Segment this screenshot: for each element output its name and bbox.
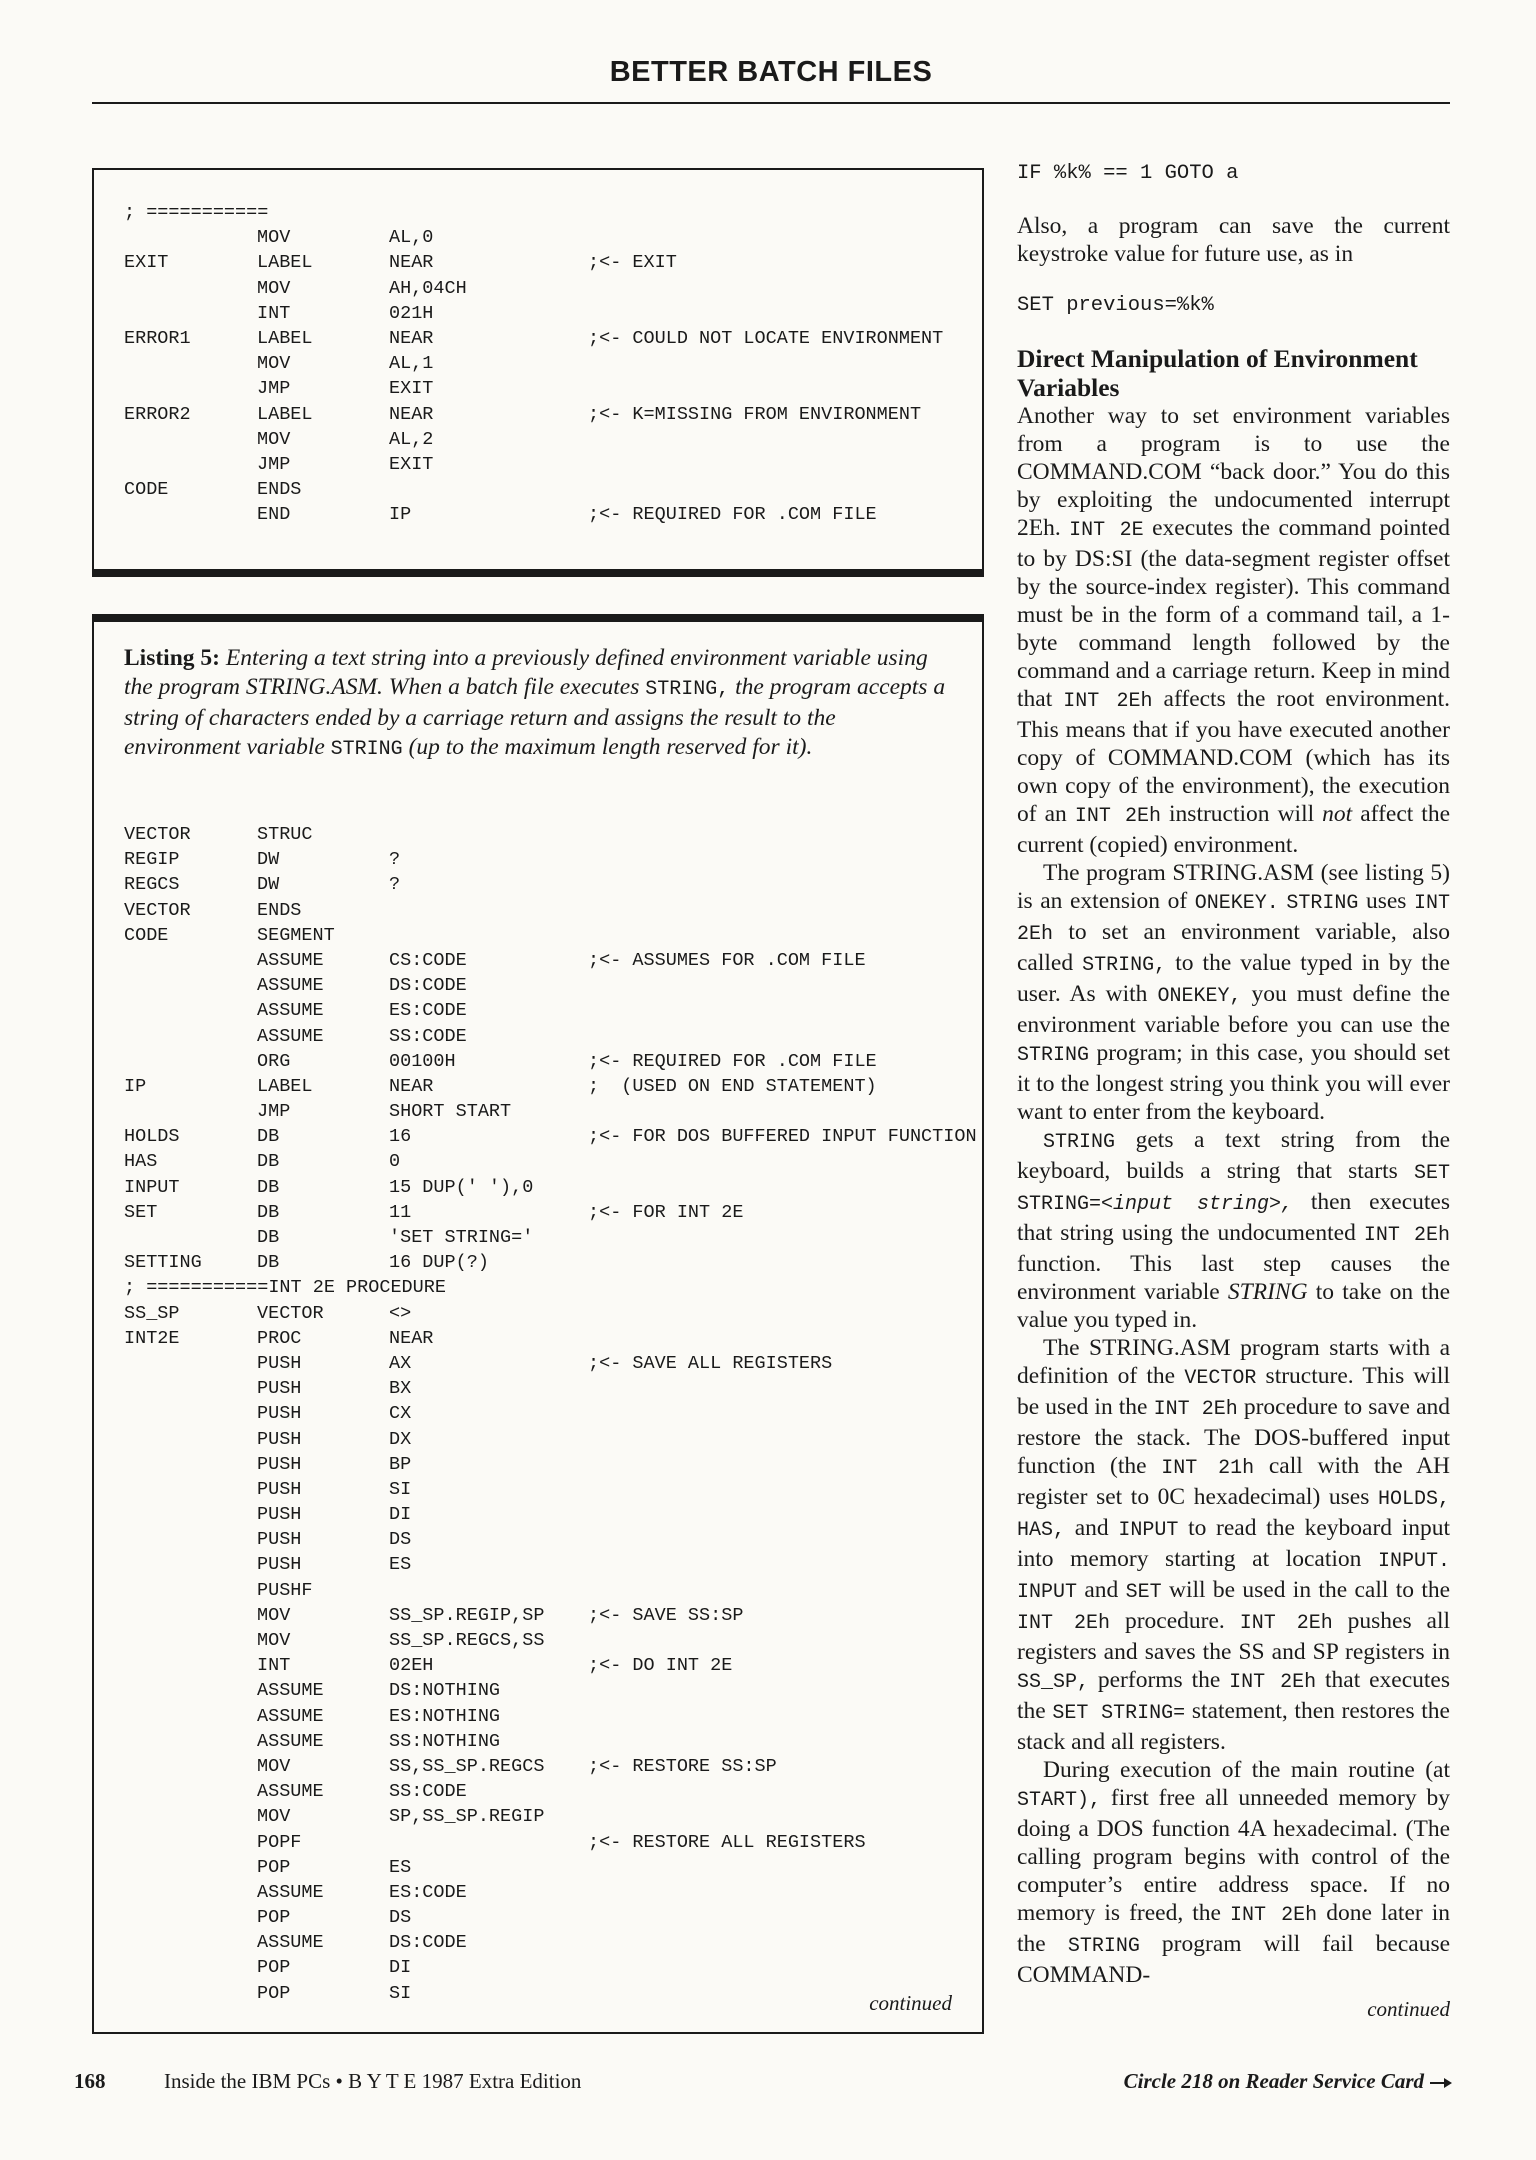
code-opcode: PUSH (257, 1453, 302, 1475)
code-operand: SHORT START (389, 1101, 512, 1123)
code-operand: 'SET STRING=' (389, 1227, 534, 1248)
page-header: BETTER BATCH FILES (609, 56, 933, 88)
paragraph: The program STRING.ASM (see listing 5) is an extension of ONEKEY. STRING uses INT 2Eh to set an environment variable, also called STRING, to the value typed in by the user. As with ONEKEY, you must define the environment variable before you can use the STRING program; in this case, you should set it to the longest string you think you will ever want to enter from the keyboard. (1017, 860, 1451, 1125)
code-label: INPUT (124, 1176, 180, 1198)
code-operand: CX (389, 1403, 412, 1425)
paragraph: Another way to set environment variables from a program is to use the COMMAND.COM “back door.” You do this by exploiting the undocumented interrupt 2Eh. INT 2E executes the command pointed to by DS:SI (the data-segment register offset by the source-index register). This command must be in the form of a command tail, a 1-byte command length followed by the command and a carriage return. Keep in mind that INT 2Eh affects the root environment. This means that if you have executed another copy of COMMAND.COM (which has its own copy of the environment), the execution of an INT 2Eh instruction will not affect the current (copied) environment. (1017, 403, 1451, 858)
code-opcode: DB (257, 1126, 280, 1148)
code-opcode: INT (257, 302, 291, 324)
code-opcode: ASSUME (257, 1025, 324, 1047)
code-operand: ? (389, 874, 401, 896)
code-operand: DS:CODE (389, 1932, 467, 1954)
code-comment: ;<- ASSUMES FOR .COM FILE (588, 949, 866, 971)
code-opcode: MOV (257, 353, 291, 375)
paragraph: The STRING.ASM program starts with a definition of the VECTOR structure. This will be used in the INT 2Eh procedure to save and restore the stack. The DOS-buffered input function (the INT 21h call with the AH register set to 0C hexadecimal) uses HOLDS, HAS, and INPUT to read the keyboard input into memory starting at location INPUT. INPUT and SET will be used in the call to the INT 2Eh procedure. INT 2Eh pushes all registers and saves the SS and SP registers in SS_SP, performs the INT 2Eh that executes the SET STRING= statement, then restores the stack and all registers. (1017, 1335, 1451, 1755)
code-opcode: ASSUME (257, 1730, 324, 1752)
code-opcode: DW (257, 849, 280, 871)
code-operand: DI (389, 1957, 412, 1979)
code-label: HOLDS (124, 1126, 180, 1148)
code-opcode: LABEL (257, 403, 313, 425)
code-operand: 0 (389, 1151, 401, 1173)
header-rule (92, 102, 1450, 104)
code-operand: DS:CODE (389, 975, 467, 997)
code-opcode: MOV (257, 1806, 291, 1828)
code-comment: ;<- COULD NOT LOCATE ENVIRONMENT (588, 327, 944, 349)
code-opcode: PUSH (257, 1352, 302, 1374)
code-comment: ;<- SAVE SS:SP (588, 1604, 744, 1626)
code-opcode: DB (257, 1252, 280, 1274)
code-operand: ES (389, 1554, 412, 1576)
code-label: IP (124, 1075, 147, 1097)
code-opcode: MOV (257, 1755, 291, 1777)
listing-5-caption (124, 644, 954, 764)
code-opcode: INT (257, 1655, 291, 1677)
code-opcode: MOV (257, 1604, 291, 1626)
code-label: HAS (124, 1151, 158, 1173)
code-operand: IP (389, 504, 412, 526)
code-comment: ;<- EXIT (588, 252, 677, 274)
continued-label: continued (1367, 1997, 1450, 2021)
code-label: SS_SP (124, 1302, 180, 1324)
code-opcode: PUSH (257, 1554, 302, 1576)
code-label: ERROR1 (124, 327, 191, 349)
code-example: IF %k% == 1 GOTO a (1017, 162, 1239, 185)
code-operand: AL,1 (389, 353, 434, 375)
code-operand: ES (389, 1856, 412, 1878)
code-operand: NEAR (389, 1075, 434, 1097)
code-operand: 11 (389, 1201, 412, 1223)
code-operand: EXIT (389, 453, 434, 475)
code-operand: CS:CODE (389, 949, 467, 971)
code-label: INT2E (124, 1327, 180, 1349)
code-operand: DS (389, 1907, 412, 1929)
code-operand: 021H (389, 302, 434, 324)
code-label: CODE (124, 479, 169, 501)
code-operand: DS (389, 1529, 412, 1551)
code-opcode: ASSUME (257, 1680, 324, 1702)
continued-label: continued (869, 1991, 952, 2015)
code-opcode: SEGMENT (257, 924, 335, 946)
code-operand: SS:CODE (389, 1025, 467, 1047)
code-opcode: POP (257, 1982, 291, 2004)
code-opcode: ENDS (257, 899, 302, 921)
code-operand: AL,0 (389, 227, 434, 249)
caption-text: Entering a text string into a previously defined environment variable using the program STRING.ASM. When a batch file executes (124, 645, 928, 700)
caption-text: the program accepts a string of characters ended by a carriage return and assigns the result to the environment variable (124, 674, 946, 760)
code-operand: DS:NOTHING (389, 1680, 501, 1702)
code-opcode: ORG (257, 1050, 291, 1072)
code-opcode: PUSH (257, 1378, 302, 1400)
code-operand: ES:CODE (389, 1881, 467, 1903)
code-opcode: LABEL (257, 252, 313, 274)
code-label: SET (124, 1201, 158, 1223)
code-operand: 15 DUP(' '),0 (389, 1176, 534, 1198)
code-opcode: ASSUME (257, 1781, 324, 1803)
code-comment: ; (USED ON END STATEMENT) (588, 1075, 877, 1097)
code-operand: 00100H (389, 1050, 456, 1072)
code-opcode: PUSH (257, 1428, 302, 1450)
code-opcode: ASSUME (257, 1932, 324, 1954)
caption-code: STRING, (645, 678, 730, 701)
code-opcode: DW (257, 874, 280, 896)
code-operand: NEAR (389, 403, 434, 425)
code-operand: EXIT (389, 378, 434, 400)
code-operand: 02EH (389, 1655, 434, 1677)
code-comment: ;<- DO INT 2E (588, 1655, 733, 1677)
code-opcode: PUSH (257, 1504, 302, 1526)
code-opcode: DB (257, 1201, 280, 1223)
code-operand: SS_SP.REGIP,SP (389, 1604, 545, 1626)
code-operand: SI (389, 1982, 412, 2004)
code-label: REGCS (124, 874, 180, 896)
code-operand: NEAR (389, 327, 434, 349)
listing-5-box (92, 614, 984, 2034)
code-opcode: DB (257, 1176, 280, 1198)
code-opcode: POP (257, 1957, 291, 1979)
code-opcode: PROC (257, 1327, 302, 1349)
code-label: REGIP (124, 849, 180, 871)
code-opcode: JMP (257, 453, 291, 475)
code-label: CODE (124, 924, 169, 946)
code-opcode: POPF (257, 1831, 302, 1853)
code-opcode: JMP (257, 1101, 291, 1123)
code-operand: AL,2 (389, 428, 434, 450)
code-comment: ;<- REQUIRED FOR .COM FILE (588, 1050, 877, 1072)
code-operand: 16 (389, 1126, 412, 1148)
code-opcode: MOV (257, 227, 291, 249)
code-operand: ES:NOTHING (389, 1705, 501, 1727)
code-opcode: DB (257, 1151, 280, 1173)
code-comment: ;<- RESTORE ALL REGISTERS (588, 1831, 866, 1853)
code-comment: ;<- FOR INT 2E (588, 1201, 744, 1223)
code-comment: ;<- K=MISSING FROM ENVIRONMENT (588, 403, 922, 425)
code-opcode: ASSUME (257, 975, 324, 997)
code-operand: DI (389, 1504, 412, 1526)
code-opcode: ENDS (257, 479, 302, 501)
code-opcode: MOV (257, 428, 291, 450)
code-operand: SP,SS_SP.REGIP (389, 1806, 545, 1828)
code-example: SET previous=%k% (1017, 294, 1214, 317)
code-opcode: MOV (257, 1630, 291, 1651)
paragraph: Also, a program can save the current keystroke value for future use, as in (1017, 213, 1450, 267)
listing-continuation-box (92, 168, 984, 577)
code-operand: AX (389, 1352, 412, 1374)
code-opcode: LABEL (257, 327, 313, 349)
code-label: VECTOR (124, 824, 191, 845)
code-operand: SS,SS_SP.REGCS (389, 1755, 545, 1777)
code-opcode: STRUC (257, 824, 313, 845)
reader-service-note: Circle 218 on Reader Service Card (1124, 2069, 1450, 2094)
code-opcode: ASSUME (257, 1705, 324, 1727)
code-label: ; =========== (124, 202, 269, 223)
code-operand: 16 DUP(?) (389, 1252, 489, 1274)
code-operand: ? (389, 849, 401, 871)
code-operand: <> (389, 1302, 412, 1324)
caption-text: (up to the maximum length reserved for it). (408, 734, 813, 760)
publication-info: Inside the IBM PCs • B Y T E 1987 Extra Edition (164, 2069, 582, 2093)
page-number: 168 (74, 2069, 106, 2093)
code-opcode: MOV (257, 277, 291, 299)
paragraph: During execution of the main routine (at START), first free all unneeded memory by doing a DOS function 4A hexadecimal. (The calling program begins with control of the computer’s entire address space. If no memory is freed, the INT 2Eh done later in the STRING program will fail because COMMAND- (1017, 1757, 1451, 1988)
paragraph: STRING gets a text string from the keyboard, builds a string that starts SET STRING=<input string>, then executes that string using the undocumented INT 2Eh function. This last step causes the environment variable STRING to take on the value you typed in. (1017, 1127, 1451, 1333)
code-label: ERROR2 (124, 403, 191, 425)
code-opcode: DB (257, 1227, 280, 1248)
code-opcode: ASSUME (257, 949, 324, 971)
code-opcode: PUSH (257, 1403, 302, 1425)
code-comment: ;<- RESTORE SS:SP (588, 1755, 777, 1777)
code-opcode: POP (257, 1907, 291, 1929)
code-opcode: ASSUME (257, 1000, 324, 1022)
code-operand: SI (389, 1478, 412, 1500)
code-label: VECTOR (124, 899, 191, 921)
code-comment: ;<- FOR DOS BUFFERED INPUT FUNCTION (588, 1126, 977, 1148)
code-operand: NEAR (389, 1327, 434, 1349)
code-comment: ;<- REQUIRED FOR .COM FILE (588, 504, 877, 526)
code-opcode: JMP (257, 378, 291, 400)
code-operand: ES:CODE (389, 1000, 467, 1022)
code-operand: BX (389, 1378, 412, 1400)
code-opcode: POP (257, 1856, 291, 1878)
code-label: ; ===========INT 2E PROCEDURE (124, 1277, 446, 1299)
code-opcode: PUSHF (257, 1579, 313, 1601)
section-heading: Direct Manipulation of Environment Variables (1017, 344, 1418, 402)
code-opcode: PUSH (257, 1529, 302, 1551)
code-operand: NEAR (389, 252, 434, 274)
caption-label: Listing 5: (124, 645, 220, 671)
code-operand: AH,04CH (389, 277, 467, 299)
code-opcode: PUSH (257, 1478, 302, 1500)
code-opcode: LABEL (257, 1075, 313, 1097)
code-operand: SS_SP.REGCS,SS (389, 1630, 545, 1651)
code-label: SETTING (124, 1252, 202, 1274)
code-opcode: VECTOR (257, 1302, 324, 1324)
code-opcode: ASSUME (257, 1881, 324, 1903)
caption-code: STRING (330, 738, 403, 761)
code-operand: DX (389, 1428, 412, 1450)
code-opcode: END (257, 504, 291, 526)
code-operand: SS:NOTHING (389, 1730, 501, 1752)
arrow-right-icon (1430, 2082, 1450, 2084)
code-label: EXIT (124, 252, 169, 274)
code-operand: SS:CODE (389, 1781, 467, 1803)
code-operand: BP (389, 1453, 412, 1475)
article-column (1017, 160, 1450, 2023)
code-comment: ;<- SAVE ALL REGISTERS (588, 1352, 833, 1374)
